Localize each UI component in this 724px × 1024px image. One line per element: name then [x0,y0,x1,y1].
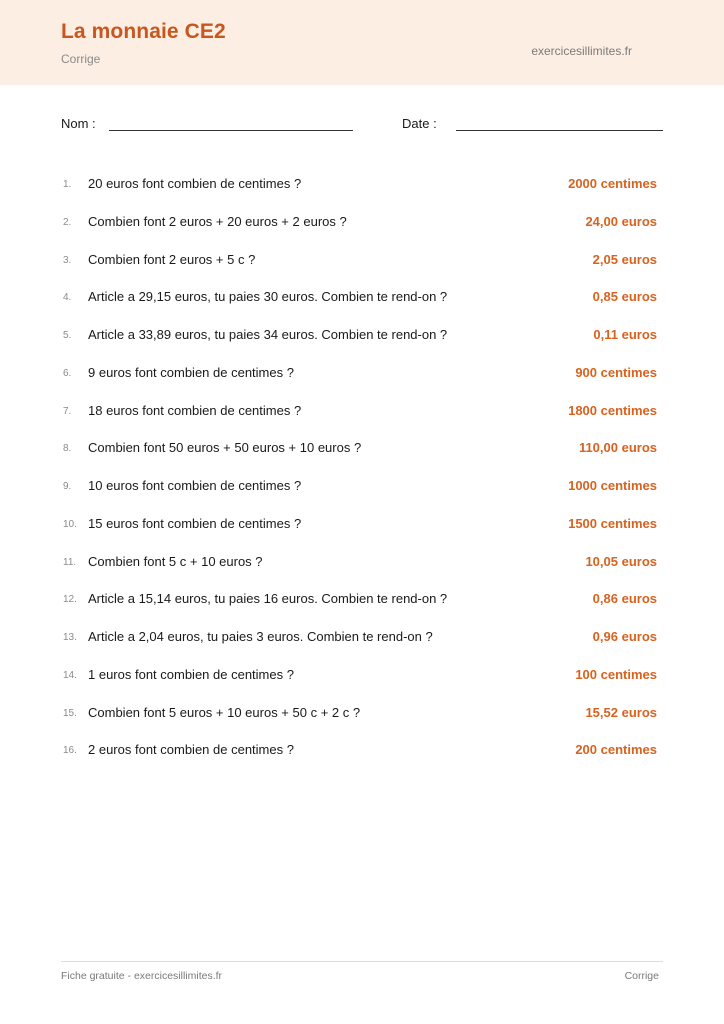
question-answer: 24,00 euros [585,213,657,229]
question-answer: 1800 centimes [568,402,657,418]
question-number: 1. [63,179,72,190]
question-answer: 1500 centimes [568,515,657,531]
question-number: 11. [63,556,77,568]
question-row [0,742,724,764]
question-text: Combien font 2 euros + 20 euros + 2 euros ? [88,213,347,229]
question-text: 18 euros font combien de centimes ? [88,402,302,418]
question-text: 20 euros font combien de centimes ? [88,176,302,191]
name-line [109,130,353,131]
question-text: Article a 15,14 euros, tu paies 16 euros. Combien te rend-on ? [88,591,448,607]
question-row [0,705,724,727]
question-text: Combien font 5 c + 10 euros ? [88,553,263,569]
question-answer: 110,00 euros [578,440,657,456]
question-row [0,365,724,387]
question-text: Article a 2,04 euros, tu paies 3 euros. Combien te rend-on ? [88,629,433,644]
question-answer: 900 centimes [575,364,657,380]
question-number: 12. [63,594,77,606]
site-name: exercicesillimites.fr [531,44,632,58]
question-row [0,591,724,613]
page-title: La monnaie CE2 [61,20,226,43]
question-answer: 1000 centimes [568,478,657,493]
student-fields [61,116,663,136]
question-text: 15 euros font combien de centimes ? [88,515,302,531]
question-number: 13. [63,632,77,643]
date-label: Date : [402,116,437,131]
question-row [0,214,724,236]
question-answer: 100 centimes [575,666,657,682]
question-number: 8. [63,443,72,455]
question-answer: 0,85 euros [592,289,657,305]
question-number: 14. [63,669,77,681]
date-line [456,130,663,131]
question-row [0,176,724,198]
page-subtitle: Corrige [61,52,101,66]
question-text: 1 euros font combien de centimes ? [88,666,294,682]
question-text: Article a 29,15 euros, tu paies 30 euros. Combien te rend-on ? [88,289,448,305]
question-row [0,667,724,689]
question-row [0,327,724,349]
question-number: 15. [63,707,77,719]
question-number: 16. [63,745,77,757]
footer-right: Corrige [624,970,659,982]
question-number: 9. [63,481,72,492]
question-answer: 15,52 euros [585,704,657,720]
question-number: 3. [63,254,72,266]
question-number: 10. [63,518,77,530]
question-row [0,252,724,274]
page-header [0,0,724,85]
question-number: 7. [63,405,72,417]
question-number: 4. [63,292,72,304]
question-answer: 2000 centimes [568,176,657,191]
footer-left: Fiche gratuite - exercicesillimites.fr [61,970,223,982]
question-row [0,629,724,651]
question-row [0,478,724,500]
question-text: Article a 33,89 euros, tu paies 34 euros. Combien te rend-on ? [88,327,448,342]
question-answer: 0,86 euros [592,591,657,607]
question-text: 2 euros font combien de centimes ? [88,742,294,758]
question-number: 5. [63,330,72,341]
question-answer: 200 centimes [575,742,657,758]
question-row [0,403,724,425]
question-text: 9 euros font combien de centimes ? [88,364,294,380]
question-answer: 2,05 euros [592,251,657,267]
question-row [0,554,724,576]
question-row [0,440,724,462]
question-text: Combien font 50 euros + 50 euros + 10 euros ? [88,440,362,456]
question-answer: 10,05 euros [585,553,657,569]
question-row [0,516,724,538]
question-text: Combien font 5 euros + 10 euros + 50 c + 2 c ? [88,704,361,720]
question-text: 10 euros font combien de centimes ? [88,478,302,493]
question-number: 2. [63,216,72,228]
name-label: Nom : [61,116,96,131]
footer-divider [61,961,663,962]
question-answer: 0,11 euros [593,327,657,342]
question-answer: 0,96 euros [592,629,657,644]
question-text: Combien font 2 euros + 5 c ? [88,251,256,267]
question-row [0,289,724,311]
question-number: 6. [63,367,72,379]
